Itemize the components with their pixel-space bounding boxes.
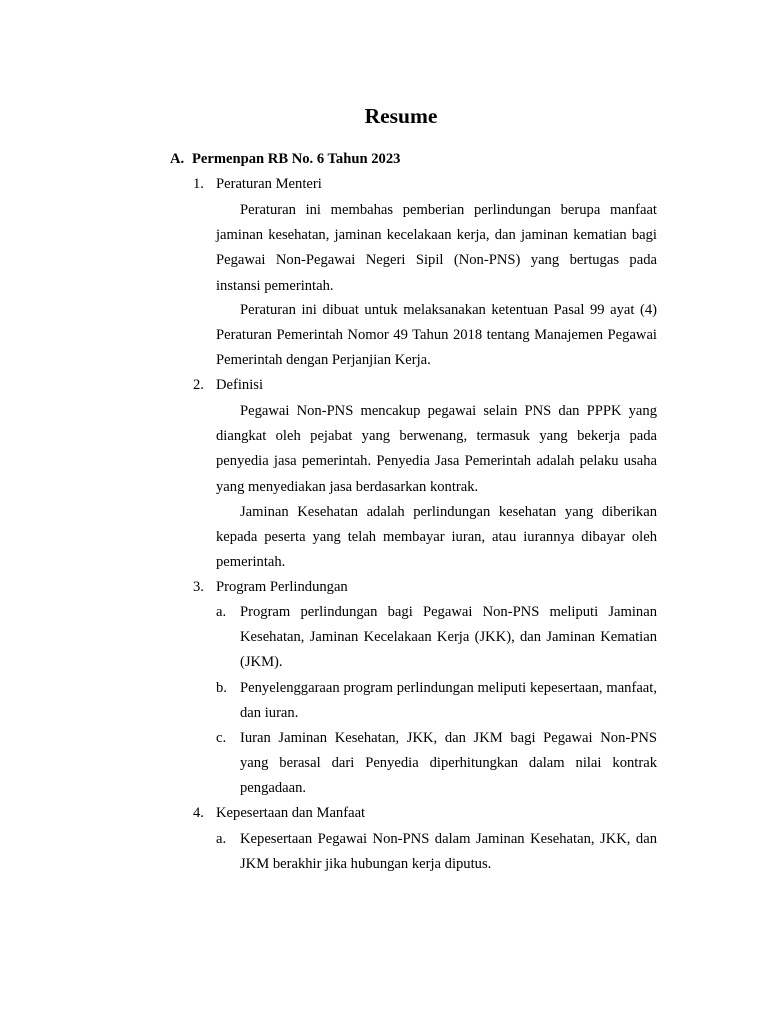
- list-item-label: Program Perlindungan: [216, 579, 348, 595]
- section-heading: [170, 147, 400, 172]
- sub-list-text: Iuran Jaminan Kesehatan, JKK, dan JKM bagi Pegawai Non-PNS yang berasal dari Penyedia diperhitungkan dalam nilai kontrak pengadaan.: [240, 730, 657, 797]
- list-item-number: 4.: [193, 805, 204, 821]
- paragraph: Jaminan Kesehatan adalah perlindungan kesehatan yang diberikan kepada peserta yang telah membayar iuran, atau iurannya dibayar oleh pemerintah.: [216, 504, 657, 571]
- sub-list-letter: a.: [216, 831, 227, 847]
- sub-list-item: [216, 600, 657, 676]
- list-item-number: 1.: [193, 176, 204, 192]
- list-item-1-heading: [193, 172, 322, 197]
- sub-list-text: Kepesertaan Pegawai Non-PNS dalam Jaminan Kesehatan, JKK, dan JKM berakhir jika hubungan kerja diputus.: [240, 831, 657, 873]
- sub-list-letter: a.: [216, 604, 227, 620]
- list-item-label: Definisi: [216, 377, 264, 393]
- sub-list-item: [216, 676, 657, 726]
- paragraph: Pegawai Non-PNS mencakup pegawai selain PNS dan PPPK yang diangkat oleh pejabat yang berwenang, termasuk yang bekerja pada penyedia jasa pemerintah. Penyedia Jasa Pemerintah adalah pelaku usaha yang menyediakan jasa berdasarkan kontrak.: [216, 403, 657, 495]
- list-item-3-heading: [193, 575, 348, 600]
- sub-list-letter: c.: [216, 730, 227, 746]
- sub-list-text: Penyelenggaraan program perlindungan meliputi kepesertaan, manfaat, dan iuran.: [240, 680, 657, 722]
- sub-list-item: [216, 726, 657, 802]
- sub-list-item: [216, 827, 657, 877]
- section-heading-text: Permenpan RB No. 6 Tahun 2023: [192, 151, 401, 167]
- paragraph: Peraturan ini membahas pemberian perlindungan berupa manfaat jaminan kesehatan, jaminan kecelakaan kerja, dan jaminan kematian bagi Pegawai Non-Pegawai Negeri Sipil (Non-PNS) yang bertugas pada instansi pemerintah.: [216, 202, 657, 294]
- page-title: Resume: [364, 104, 438, 128]
- list-item-number: 3.: [193, 579, 204, 595]
- list-item-label: Peraturan Menteri: [216, 176, 322, 192]
- sub-list-text: Program perlindungan bagi Pegawai Non-PNS meliputi Jaminan Kesehatan, Jaminan Kecelakaan Kerja (JKK), dan Jaminan Kematian (JKM).: [240, 604, 657, 671]
- sub-list-letter: b.: [216, 680, 227, 696]
- list-item-number: 2.: [193, 377, 204, 393]
- section-letter: A.: [170, 151, 185, 167]
- list-item-4-heading: [193, 801, 365, 826]
- list-item-label: Kepesertaan dan Manfaat: [216, 805, 366, 821]
- list-item-2-heading: [193, 373, 263, 398]
- paragraph: Peraturan ini dibuat untuk melaksanakan ketentuan Pasal 99 ayat (4) Peraturan Pemerintah Nomor 49 Tahun 2018 tentang Manajemen Pegawai Pemerintah dengan Perjanjian Kerja.: [216, 302, 657, 369]
